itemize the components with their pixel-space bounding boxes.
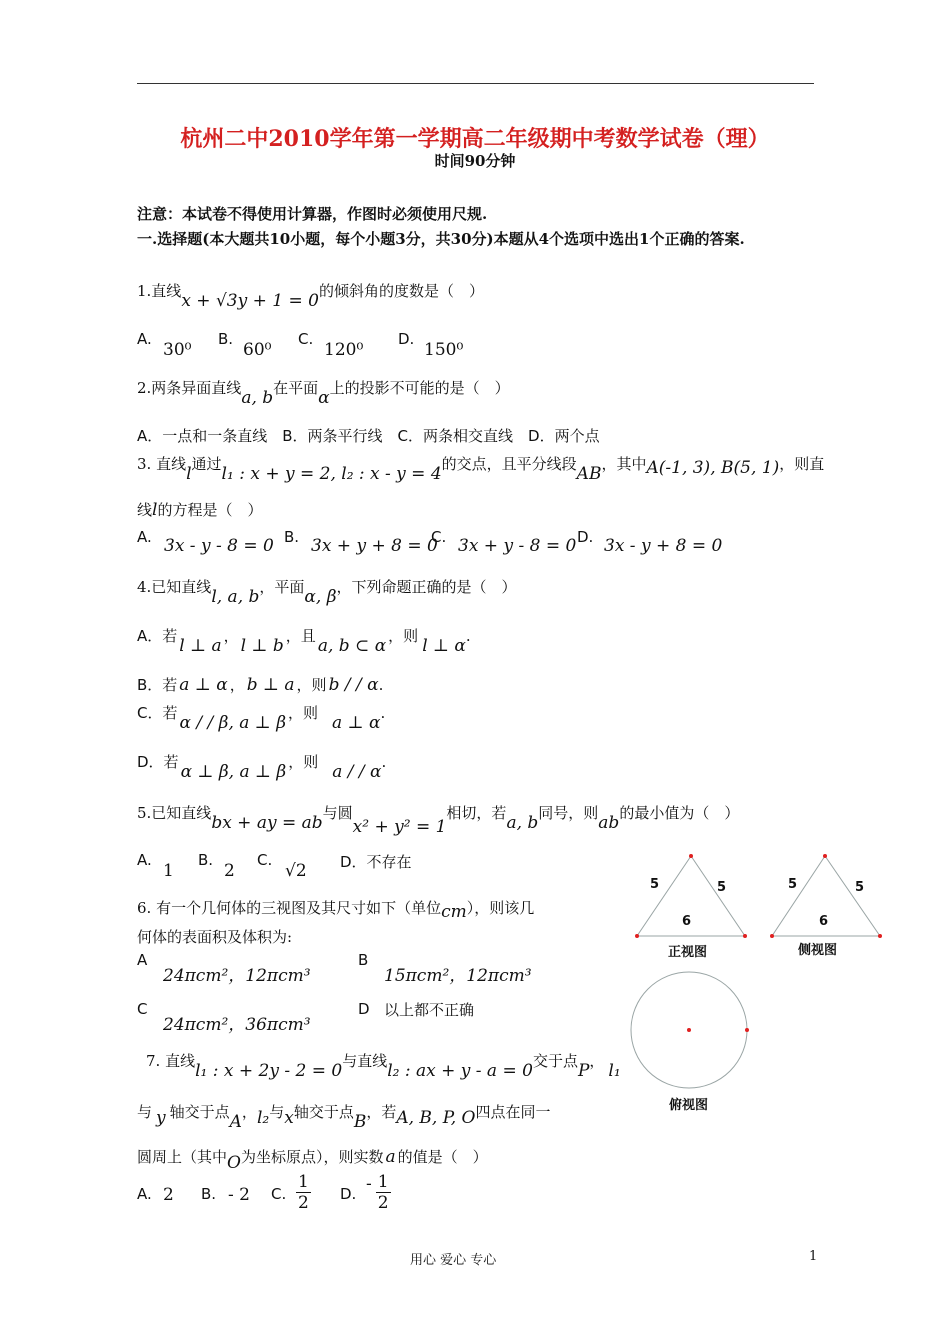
q4-pre: 4.已知直线 [137,578,212,596]
q4-option-a: A．若 l ⊥ a ， l ⊥ b ，且 a, b ⊂ α ，则 l ⊥ α. [137,627,471,656]
q2-alpha: α [318,388,330,408]
q7-a: a [385,1147,396,1167]
q5-expr: bx + ay = ab [211,813,323,833]
q6-option-c-label: C [137,1000,148,1018]
q4-b-1: a ⊥ α [179,675,228,695]
q3-prompt [137,453,825,484]
q4-mid: ，平面 [259,578,305,596]
q3-mid3: ，其中 [601,455,647,473]
q7-d-num: 1 [377,1172,389,1192]
q7-d-sign: - [366,1174,372,1194]
notice-text: 注意：本试卷不得使用计算器，作图时必须使用尺规. [137,205,488,223]
q5-option-b-label: B. [198,851,214,869]
q7-l2-1: 与 [137,1103,153,1121]
q4-b-2: b ⊥ a [246,675,295,695]
q4-c-3: a ⊥ α [332,713,381,733]
top-view-caption: 俯视图 [669,1098,709,1113]
q1-prompt [137,280,484,311]
q7-l2: l₂ : ax + y - a = 0 [387,1061,533,1081]
q3-line2-pre: 线 [137,501,153,519]
q7-l2-5: 轴交于点 [293,1103,354,1121]
q3-option-a: 3x - y - 8 = 0 [164,536,274,556]
q7-option-b: - 2 [228,1185,250,1205]
q3-points: A(-1, 3), B(5, 1) [646,458,780,478]
q7-mid: 与直线 [342,1052,388,1070]
q7-l1b: l₁ [608,1061,621,1081]
q3-option-a-label: A. [137,528,152,546]
page-number: 1 [809,1249,818,1264]
q7-c-den: 2 [298,1193,309,1213]
side-view-vertex [878,934,882,938]
side-view-left-label: 5 [788,877,798,892]
page-title: 杭州二中2010学年第一学期高二年级期中考数学试卷（理） [180,126,770,152]
q7-l1: l₁ : x + 2y - 2 = 0 [195,1061,343,1081]
q7-comma: ， [589,1052,605,1070]
front-view-vertex [743,934,747,938]
q4-expr: l, a, b [211,587,260,607]
q7-option-b-label: B. [201,1185,217,1203]
q3-option-b: 3x + y + 8 = 0 [311,536,438,556]
q4-a-pre: A．若 [137,627,178,645]
q3-l: l [186,464,192,484]
q7-l2-7: 四点在同一 [475,1103,551,1121]
q4-post: ，下列命题正确的是（ ） [336,578,517,596]
front-view-vertex [635,934,639,938]
q4-d-pre: D．若 [137,753,179,771]
q2-mid: 在平面 [273,379,319,397]
q4-b-pre: B．若 [137,676,178,694]
front-view-base-label: 6 [682,914,692,929]
header-rule [137,83,814,84]
side-view-vertex [823,854,827,858]
q6-line1: 6. 有一个几何体的三视图及其尺寸如下（单位 [137,899,442,917]
q6-unit: cm [441,902,467,922]
q5-circle: x² + y² = 1 [352,817,447,837]
side-view-right-label: 5 [855,880,865,895]
top-view-center [687,1028,691,1032]
q6-prompt [137,897,535,922]
q7-option-c-label: C. [271,1185,287,1203]
q5-pre: 5.已知直线 [137,804,212,822]
q4-a-4: a, b ⊂ α [317,636,387,656]
q5-ab: a, b [506,813,539,833]
q1-option-b-label: B. [218,330,234,348]
q7-mid2: 交于点 [532,1052,578,1070]
q4-c-pre: C．若 [137,704,178,722]
front-view-vertex [689,854,693,858]
q1-option-d-label: D. [398,330,415,348]
q3-l2: l [152,500,158,520]
section-heading: 一.选择题(本大题共10小题，每个小题3分，共30分)本题从4个选项中选出1个正确的答案. [137,230,745,248]
q7-prompt [146,1050,621,1081]
q3-option-d-label: D. [577,528,594,546]
q6-option-b: 15πcm²，12πcm³ [384,966,532,986]
q7-O: O [227,1153,241,1173]
q3-mid: 通过 [191,455,222,473]
q3-prompt-line2 [137,499,262,520]
q7-c-num: 1 [298,1172,309,1192]
q7-P: P [577,1061,590,1081]
q7-l2-4: 与 [269,1103,285,1121]
q5-option-c: √2 [285,861,307,881]
q2-options: A．一点和一条直线 B．两条平行线 C．两条相交直线 D．两个点 [137,427,600,445]
q7-prompt-line3 [137,1146,488,1173]
top-view-edge-point [745,1028,749,1032]
q1-post: 的倾斜角的度数是（ ） [318,282,484,300]
q4-a-3: 且 [300,627,316,645]
q5-option-a: 1 [163,861,174,881]
q7-l2b: l₂ [256,1108,270,1128]
q7-l2-3: ， [241,1103,257,1121]
q7-y: y [156,1108,166,1128]
q3-option-c-label: C. [431,528,447,546]
q4-d-2: ，则 [288,753,319,771]
q4-b-4: b / / α [328,675,379,695]
q6-option-b-label: B [358,951,369,969]
q7-l3-2: 为坐标原点），则实数 [240,1148,384,1166]
q4-d-1: α ⊥ β, a ⊥ β [180,762,287,782]
q1-option-a-label: A. [137,330,152,348]
q7-option-d [366,1172,391,1213]
side-view-caption: 侧视图 [798,943,838,958]
q4-a-1: l ⊥ a [179,636,222,656]
q6-option-c: 24πcm²，36πcm³ [163,1015,311,1035]
q5-option-d: D．不存在 [340,853,412,871]
q1-pre: 1.直线 [137,282,182,300]
q4-c-2: ，则 [288,704,319,722]
q7-d-den: 2 [377,1193,389,1213]
q5-option-c-label: C. [257,851,273,869]
side-view-vertex [770,934,774,938]
q3-option-d: 3x - y + 8 = 0 [604,536,723,556]
q5-mid3: 同号，则 [538,804,599,822]
q4-option-c: C．若 α / / β, a ⊥ β ，则 a ⊥ α. [137,704,386,733]
q3-mid2: 的交点，且平分线段 [441,455,577,473]
q7-l3-1: 圆周上（其中 [137,1148,228,1166]
top-view [631,972,749,1088]
q3-post: ，则直 [779,455,825,473]
q7-l3-3: 的值是（ ） [397,1148,488,1166]
q3-option-b-label: B. [284,528,300,546]
q4-a-2: l ⊥ b [240,636,284,656]
q7-l2-2: 轴交于点 [169,1103,230,1121]
q1-option-c: 120⁰ [324,340,364,360]
q2-post: 上的投影不可能的是（ ） [329,379,510,397]
q4-option-b: B．若 a ⊥ α ， b ⊥ a ，则 b / / α. [137,675,384,695]
footer-motto: 用心 爱心 专心 [410,1253,497,1268]
q7-pts: A, B, P, O [396,1108,476,1128]
q6-option-d-label: D [358,1000,370,1018]
q2-expr: a, b [241,388,274,408]
q5-option-b: 2 [224,861,235,881]
q5-ab2: ab [598,813,620,833]
q6-option-d: 以上都不正确 [384,1001,475,1019]
q1-option-a: 30⁰ [163,340,192,360]
q5-mid: 与圆 [322,804,353,822]
front-view-right-label: 5 [717,880,727,895]
q5-prompt [137,802,740,837]
q1-option-d: 150⁰ [424,340,464,360]
q5-option-a-label: A. [137,851,152,869]
q7-B: B [353,1112,367,1132]
q3-ab: AB [576,464,602,484]
q7-option-d-label: D. [340,1185,357,1203]
page-subtitle: 时间90分钟 [434,152,516,170]
q1-option-b: 60⁰ [243,340,272,360]
q1-option-c-label: C. [298,330,314,348]
q4-option-d: D．若 α ⊥ β, a ⊥ β ，则 a / / α. [137,753,387,782]
q4-d-3: a / / α [332,762,382,782]
q3-lines: l₁ : x + y = 2, l₂ : x - y = 4 [221,464,442,484]
q7-pre: 7. 直线 [146,1052,196,1070]
q1-expr: x + √3y + 1 = 0 [181,291,319,311]
q3-option-c: 3x + y - 8 = 0 [458,536,577,556]
side-view-base-label: 6 [819,914,829,929]
q6-line1-post: ），则该几 [466,899,535,917]
q4-planes: α, β [304,587,337,607]
q5-mid2: 相切，若 [446,804,507,822]
q4-a-5: ，则 [388,627,419,645]
q5-post: 的最小值为（ ） [619,804,740,822]
q7-A: A [229,1112,242,1132]
front-view-left-label: 5 [650,877,660,892]
q3-pre: 3. 直线 [137,455,187,473]
q7-option-a: 2 [163,1185,174,1205]
q2-pre: 2.两条异面直线 [137,379,242,397]
q2-prompt [137,377,510,408]
q7-prompt-line2 [137,1101,551,1132]
q4-a-6: l ⊥ α [422,636,466,656]
q7-option-a-label: A. [137,1185,152,1203]
q7-x: x [284,1108,294,1128]
q7-l2-6: ，若 [366,1103,397,1121]
front-view-caption: 正视图 [668,945,708,960]
q4-b-3: ，则 [296,676,327,694]
q4-c-1: α / / β, a ⊥ β [179,713,287,733]
q6-option-a-label: A [137,951,148,969]
q6-prompt-line2: 何体的表面积及体积为: [137,928,293,946]
q6-option-a: 24πcm²，12πcm³ [163,966,311,986]
q4-prompt [137,576,517,607]
q7-option-c [296,1172,311,1213]
q3-line2-post: 的方程是（ ） [157,501,263,519]
